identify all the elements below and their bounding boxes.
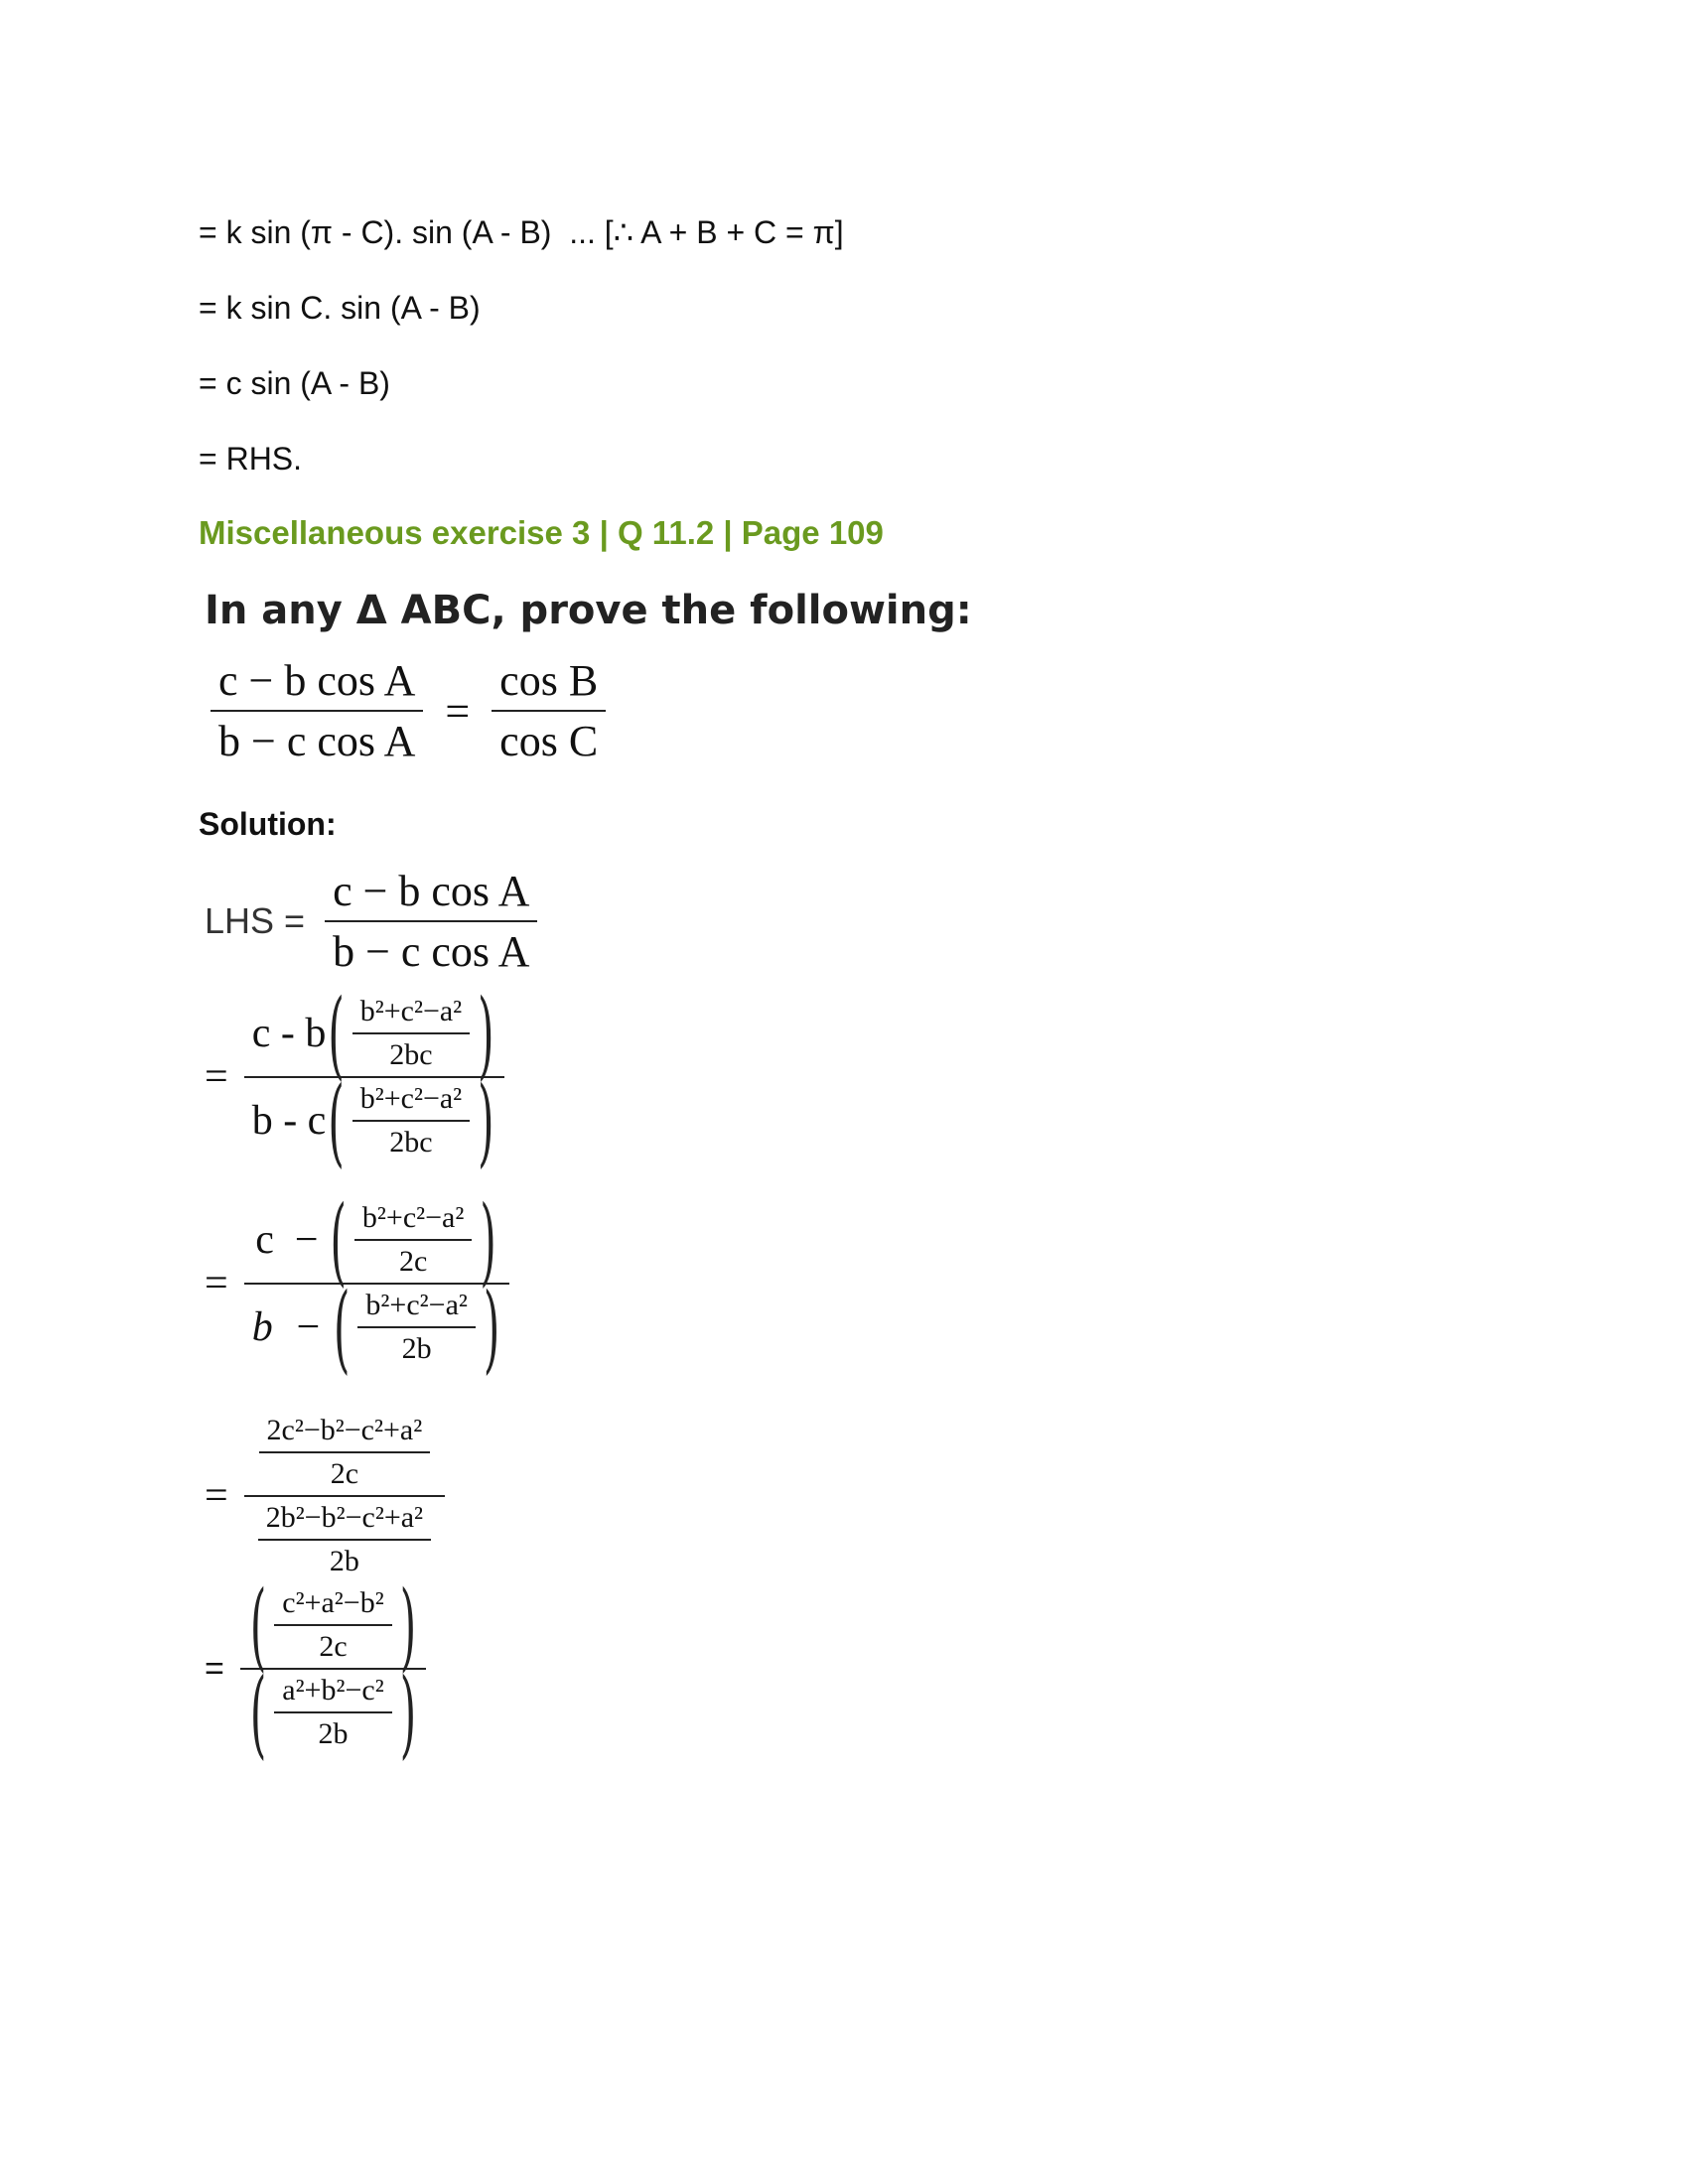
line1-fraction	[325, 866, 537, 977]
inner-denominator: 2b	[329, 1545, 359, 1577]
line2-num-prefix: c - b	[251, 1011, 327, 1056]
inner-numerator: b²+c²−a²	[359, 995, 463, 1027]
line2-numerator	[244, 977, 504, 1090]
question-equation	[205, 655, 612, 766]
right-paren: )	[478, 977, 494, 1090]
line4-fraction	[244, 1414, 445, 1578]
step-line-4: = RHS.	[199, 441, 303, 477]
question-lhs-denominator: b − c cos A	[218, 717, 416, 765]
left-paren: (	[328, 977, 345, 1090]
line2-denominator	[244, 1064, 504, 1177]
equals-sign: =	[205, 1649, 224, 1688]
question-rhs-denominator: cos C	[499, 717, 599, 765]
solution-line-1	[205, 866, 543, 977]
equals-sign: =	[205, 1261, 228, 1306]
solution-line-3	[205, 1183, 515, 1384]
question-lhs-fraction	[211, 655, 423, 766]
line3-num-inner-fraction	[354, 1201, 472, 1279]
left-paren: (	[328, 1064, 345, 1177]
step-line-2: = k sin C. sin (A - B)	[199, 290, 481, 326]
left-paren: (	[249, 1569, 267, 1682]
inner-denominator: 2bc	[389, 1038, 433, 1071]
line3-denominator	[244, 1271, 510, 1384]
inner-numerator: b²+c²−a²	[365, 1289, 468, 1321]
right-paren: )	[480, 1183, 496, 1297]
line4-denominator	[244, 1497, 445, 1578]
line4-numerator	[245, 1414, 445, 1495]
line5-num-inner-fraction	[274, 1586, 391, 1664]
line4-den-inner-fraction	[258, 1501, 431, 1578]
inner-numerator: 2b²−b²−c²+a²	[265, 1501, 424, 1534]
line1-denominator: b − c cos A	[333, 927, 530, 976]
inner-numerator: c²+a²−b²	[282, 1586, 384, 1619]
line3-fraction	[244, 1183, 510, 1384]
question-rhs-numerator: cos B	[499, 656, 599, 705]
line3-den-inner-fraction	[357, 1289, 475, 1366]
right-paren: )	[399, 1569, 417, 1682]
question-rhs-fraction	[492, 655, 606, 766]
line1-numerator: c − b cos A	[333, 867, 530, 915]
line5-den-inner-fraction	[274, 1674, 391, 1751]
question-lhs-numerator: c − b cos A	[218, 656, 416, 705]
inner-numerator: 2c²−b²−c²+a²	[266, 1414, 423, 1446]
inner-numerator: b²+c²−a²	[359, 1082, 463, 1115]
line3-den-prefix: b −	[251, 1304, 323, 1350]
inner-denominator: 2bc	[389, 1126, 433, 1159]
line2-den-inner-fraction	[352, 1082, 470, 1160]
solution-line-5	[205, 1569, 432, 1769]
inner-denominator: 2c	[398, 1245, 428, 1278]
question-equals: =	[445, 686, 471, 736]
solution-label: Solution:	[199, 806, 337, 842]
inner-denominator: 2c	[319, 1630, 348, 1663]
line5-numerator	[240, 1569, 426, 1682]
inner-denominator: 2b	[318, 1717, 349, 1750]
solution-line-4	[205, 1414, 451, 1578]
question-prompt: In any Δ ABC, prove the following:	[205, 588, 972, 633]
line5-denominator	[240, 1656, 426, 1769]
step-line-1: = k sin (π - C). sin (A - B) ... [∴ A + B + C = π]	[199, 214, 844, 250]
left-paren: (	[334, 1271, 351, 1384]
line5-fraction	[240, 1569, 426, 1769]
right-paren: )	[483, 1271, 500, 1384]
line4-num-inner-fraction	[259, 1414, 431, 1491]
line3-num-prefix: c −	[255, 1217, 319, 1263]
line2-fraction	[244, 977, 504, 1177]
left-paren: (	[330, 1183, 347, 1297]
inner-numerator: b²+c²−a²	[361, 1201, 465, 1234]
left-paren: (	[249, 1656, 267, 1769]
equals-sign: =	[205, 1473, 228, 1519]
inner-denominator: 2c	[330, 1457, 359, 1490]
right-paren: )	[399, 1656, 417, 1769]
inner-denominator: 2b	[401, 1332, 432, 1365]
exercise-heading[interactable]: Miscellaneous exercise 3 | Q 11.2 | Page 109	[199, 514, 884, 551]
line2-den-prefix: b - c	[251, 1098, 327, 1144]
line3-numerator	[247, 1183, 506, 1297]
right-paren: )	[478, 1064, 494, 1177]
step-line-3: = c sin (A - B)	[199, 365, 390, 401]
lhs-label: LHS =	[205, 900, 306, 941]
inner-numerator: a²+b²−c²	[282, 1674, 384, 1706]
solution-line-2	[205, 977, 510, 1177]
line2-num-inner-fraction	[352, 995, 470, 1072]
equals-sign: =	[205, 1054, 228, 1100]
